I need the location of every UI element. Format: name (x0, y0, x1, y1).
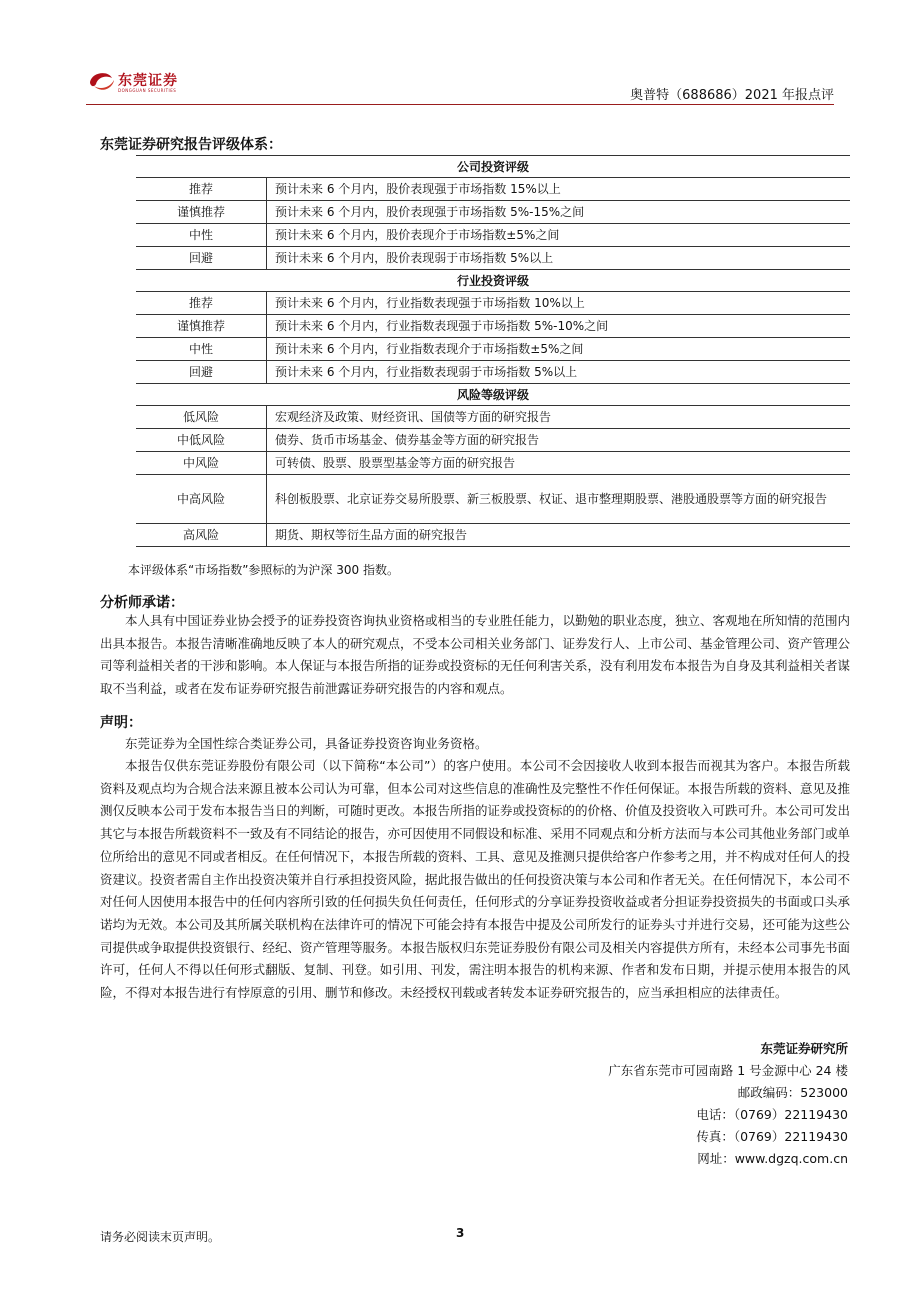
section-row (136, 270, 850, 292)
table-row (136, 247, 850, 270)
rating-category: 低风险 (136, 406, 267, 429)
rating-description: 可转债、股票、股票型基金等方面的研究报告 (267, 452, 851, 475)
rating-category: 回避 (136, 361, 267, 384)
table-row (136, 429, 850, 452)
table-row (136, 361, 850, 384)
page-number: 3 (456, 1226, 465, 1240)
rating-description: 科创板股票、北京证券交易所股票、新三板股票、权证、退市整理期股票、港股通股票等方面的研究报告 (267, 475, 851, 524)
rating-description: 预计未来 6 个月内，股价表现弱于市场指数 5%以上 (267, 247, 851, 270)
table-row (136, 201, 850, 224)
rating-category: 中性 (136, 224, 267, 247)
rating-category: 中风险 (136, 452, 267, 475)
contact-postal-code: 邮政编码：523000 (737, 1085, 848, 1100)
rating-category: 回避 (136, 247, 267, 270)
rating-system-title: 东莞证券研究报告评级体系： (100, 137, 282, 153)
table-row (136, 178, 850, 201)
rating-description: 债券、货币市场基金、债券基金等方面的研究报告 (267, 429, 851, 452)
rating-note: 本评级体系“市场指数”参照标的为沪深 300 指数。 (128, 563, 399, 577)
disclaimer-title: 声明： (100, 715, 142, 731)
analyst-commitment-title: 分析师承诺： (100, 595, 184, 611)
report-title: 奥普特（688686）2021 年报点评 (630, 88, 834, 103)
rating-category: 高风险 (136, 524, 267, 547)
rating-description: 预计未来 6 个月内，行业指数表现弱于市场指数 5%以上 (267, 361, 851, 384)
rating-category: 中高风险 (136, 475, 267, 524)
rating-description: 预计未来 6 个月内，行业指数表现强于市场指数 5%-10%之间 (267, 315, 851, 338)
company-name-en: DONGGUAN SECURITIES (118, 88, 177, 93)
table-row (136, 315, 850, 338)
rating-description: 预计未来 6 个月内，股价表现强于市场指数 5%-15%之间 (267, 201, 851, 224)
section-header: 风险等级评级 (136, 384, 850, 406)
section-header: 公司投资评级 (136, 156, 850, 178)
section-header: 行业投资评级 (136, 270, 850, 292)
rating-category: 推荐 (136, 178, 267, 201)
contact-website[interactable]: 网址：www.dgzq.com.cn (697, 1151, 848, 1166)
disclaimer-paragraph-2: 本报告仅供东莞证券股份有限公司（以下简称“本公司”）的客户使用。本公司不会因接收人收到本报告而视其为客户。本报告所载资料及观点均为合规合法来源且被本公司认为可靠，但本公司对这些信息的准确性及完整性不作任何保证。本报告所载的资料、意见及推测仅反映本公司于发布本报告当日的判断，可随时更改。本报告所指的证券或投资标的的价格、价值及投资收入可跌可升。本公司可发出其它与本报告所载资料不一致及有不同结论的报告，亦可因使用不同假设和标准、采用不同观点和分析方法而与本公司其他业务部门或单位所给出的意见不同或者相反。在任何情况下，本报告所载的资料、工具、意见及推测只提供给客户作参考之用，并不构成对任何人的投资建议。投资者需自主作出投资决策并自行承担投资风险，据此报告做出的任何投资决策与本公司和作者无关。在任何情况下，本公司不对任何人因使用本报告中的任何内容所引致的任何损失负任何责任，任何形式的分享证券投资收益或者分担证券投资损失的书面或口头承诺均为无效。本公司及其所属关联机构在法律许可的情况下可能会持有本报告中提及公司所发行的证券头寸并进行交易，还可能为这些公司提供或争取提供投资银行、经纪、资产管理等服务。本报告版权归东莞证券股份有限公司及相关内容提供方所有，未经本公司事先书面许可，任何人不得以任何形式翻版、复制、刊登。如引用、刊发，需注明本报告的机构来源、作者和发布日期，并提示使用本报告的风险，不得对本报告进行有悖原意的引用、删节和修改。未经授权刊载或者转发本证券研究报告的，应当承担相应的法律责任。 (100, 758, 851, 1001)
rating-category: 谨慎推荐 (136, 201, 267, 224)
rating-description: 预计未来 6 个月内，行业指数表现强于市场指数 10%以上 (267, 292, 851, 315)
table-row (136, 406, 850, 429)
rating-description: 预计未来 6 个月内，股价表现强于市场指数 15%以上 (267, 178, 851, 201)
section-row (136, 156, 850, 178)
rating-table (136, 155, 850, 547)
rating-category: 中性 (136, 338, 267, 361)
rating-category: 谨慎推荐 (136, 315, 267, 338)
table-row (136, 524, 850, 547)
rating-description: 期货、期权等衍生品方面的研究报告 (267, 524, 851, 547)
disclaimer-paragraph-1: 东莞证券为全国性综合类证券公司，具备证券投资咨询业务资格。 (125, 736, 488, 751)
footer-notice: 请务必阅读末页声明。 (100, 1230, 221, 1244)
rating-category: 推荐 (136, 292, 267, 315)
contact-phone: 电话：（0769）22119430 (696, 1107, 848, 1122)
rating-description: 预计未来 6 个月内，行业指数表现介于市场指数±5%之间 (267, 338, 851, 361)
rating-category: 中低风险 (136, 429, 267, 452)
rating-description: 宏观经济及政策、财经资讯、国债等方面的研究报告 (267, 406, 851, 429)
analyst-commitment-text: 本人具有中国证券业协会授予的证券投资咨询执业资格或相当的专业胜任能力，以勤勉的职业态度，独立、客观地在所知情的范围内出具本报告。本报告清晰准确地反映了本人的研究观点，不受本公司相关业务部门、证券发行人、上市公司、基金管理公司、资产管理公司等利益相关者的干涉和影响。本人保证与本报告所指的证券或投资标的无任何利害关系，没有利用发布本报告为自身及其利益相关者谋取不当利益，或者在发布证券研究报告前泄露证券研究报告的内容和观点。 (100, 613, 851, 697)
table-row (136, 452, 850, 475)
contact-address: 广东省东莞市可园南路 1 号金源中心 24 楼 (608, 1063, 848, 1078)
company-name: 东莞证券 (118, 73, 178, 89)
table-row (136, 292, 850, 315)
rating-description: 预计未来 6 个月内，股价表现介于市场指数±5%之间 (267, 224, 851, 247)
header-divider (86, 104, 834, 105)
table-row (136, 475, 850, 524)
research-institute: 东莞证券研究所 (760, 1041, 848, 1056)
contact-fax: 传真：（0769）22119430 (696, 1129, 848, 1144)
table-row (136, 338, 850, 361)
table-row (136, 224, 850, 247)
section-row (136, 384, 850, 406)
